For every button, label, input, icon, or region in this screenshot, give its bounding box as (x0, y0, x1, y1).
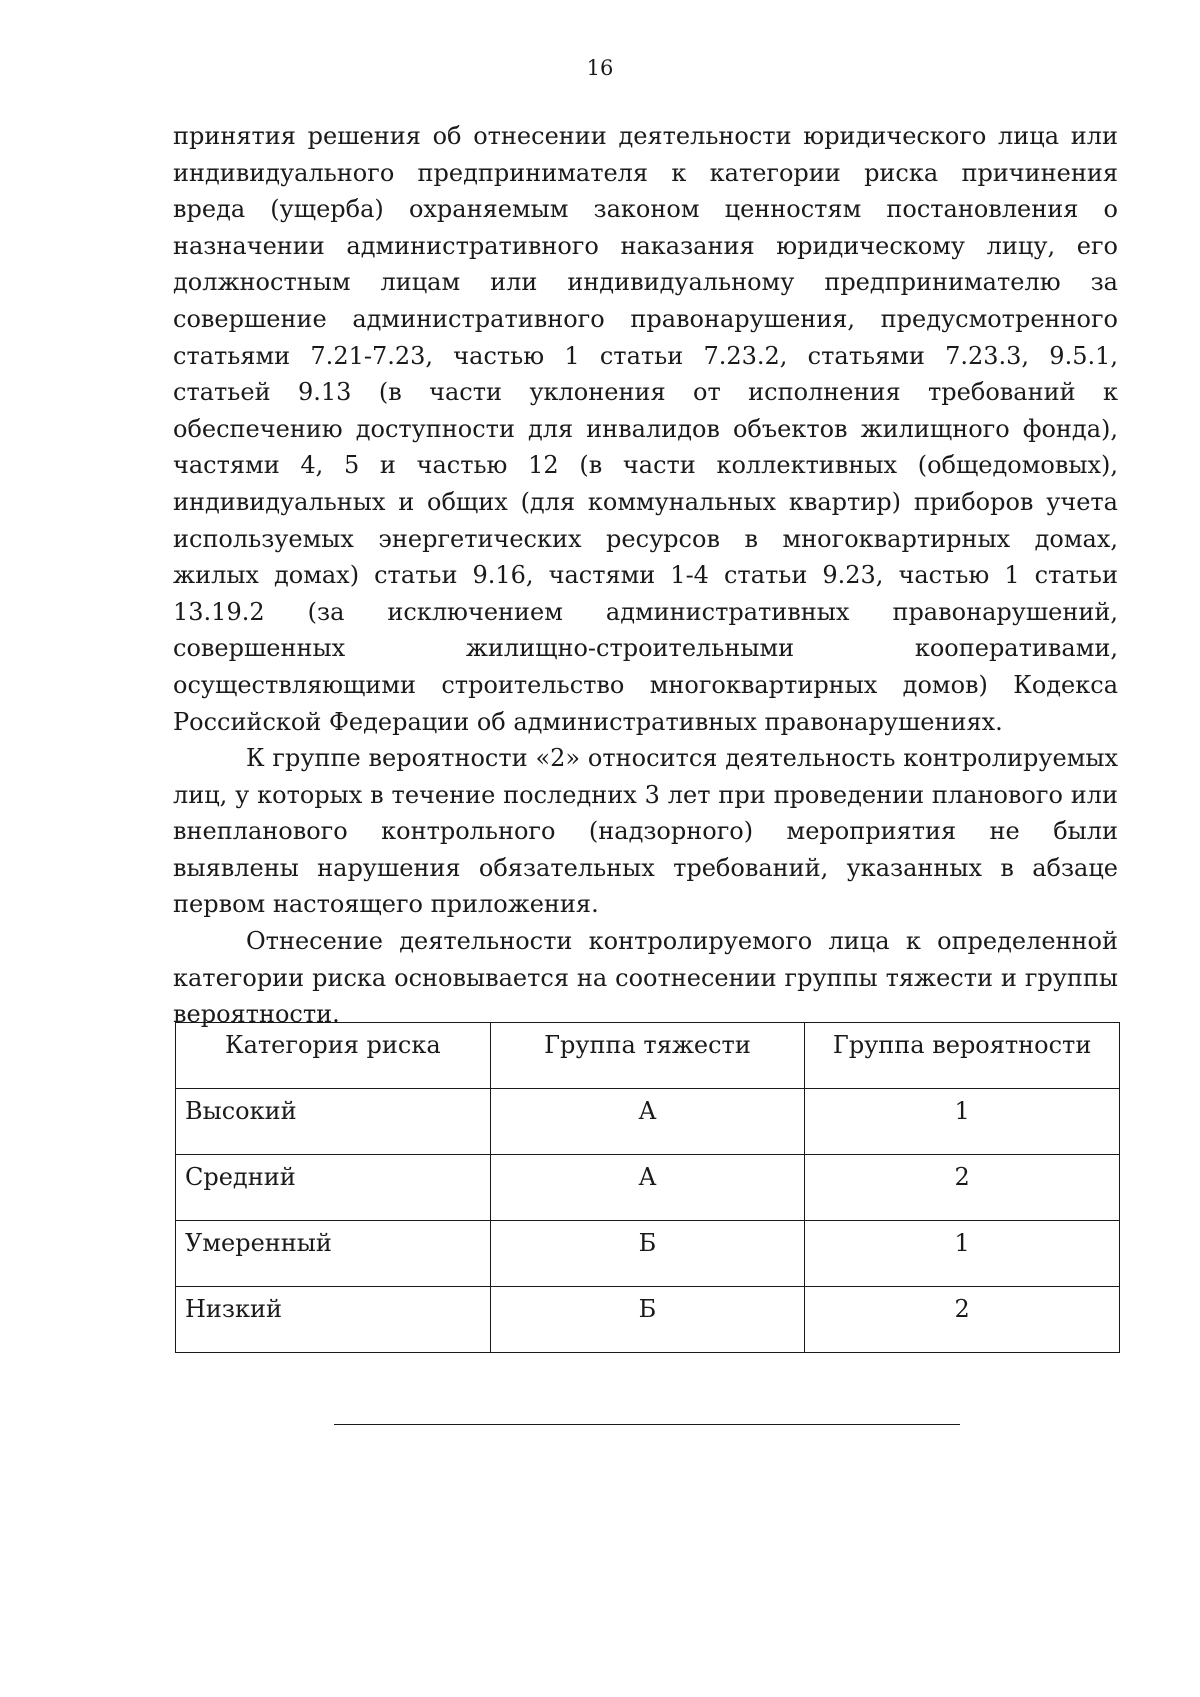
table-cell-severity: Б (490, 1221, 805, 1287)
paragraph-risk-category: Отнесение деятельности контролируемого лица к определенной категории риска основывается на соотнесении группы тяжести и группы вероятности. (173, 927, 1118, 1029)
table-cell-probability: 1 (805, 1089, 1120, 1155)
table-cell-probability: 2 (805, 1287, 1120, 1353)
table-cell-probability: 2 (805, 1155, 1120, 1221)
table-header-cell: Группа вероятности (805, 1023, 1120, 1089)
table-cell-probability: 1 (805, 1221, 1120, 1287)
end-separator-line (334, 1424, 960, 1425)
table-header-cell: Категория риска (176, 1023, 491, 1089)
table-cell-category: Низкий (176, 1287, 491, 1353)
table-cell-severity: А (490, 1089, 805, 1155)
risk-category-table (175, 1022, 1120, 1353)
table-cell-severity: Б (490, 1287, 805, 1353)
table-cell-severity: А (490, 1155, 805, 1221)
table-header-row (176, 1023, 1120, 1089)
table-row (176, 1287, 1120, 1353)
table-cell-category: Высокий (176, 1089, 491, 1155)
table-header-cell: Группа тяжести (490, 1023, 805, 1089)
paragraph-probability-group: К группе вероятности «2» относится деятельность контролируемых лиц, у которых в течение последних 3 лет при проведении планового или внепланового контрольного (надзорного) мероприятия не были выявлены нарушения обязательных требований, указанных в абзаце первом настоящего приложения. (173, 744, 1118, 919)
table-row (176, 1221, 1120, 1287)
table-row (176, 1089, 1120, 1155)
page-number: 16 (586, 56, 614, 80)
table-cell-category: Средний (176, 1155, 491, 1221)
table-row (176, 1155, 1120, 1221)
paragraph-continuation: принятия решения об отнесении деятельности юридического лица или индивидуального предпринимателя к категории риска причинения вреда (ущерба) охраняемым законом ценностям постановления о назначении административного наказания юридическому лицу, его должностным лицам или индивидуальному предпринимателю за совершение административного правонарушения, предусмотренного статьями 7.21-7.23, частью 1 статьи 7.23.2, статьями 7.23.3, 9.5.1, статьей 9.13 (в части уклонения от исполнения требований к обеспечению доступности для инвалидов объектов жилищного фонда), частями 4, 5 и частью 12 (в части коллективных (общедомовых), индивидуальных и общих (для коммунальных квартир) приборов учета используемых энергетических ресурсов в многоквартирных домах, жилых домах) статьи 9.16, частями 1-4 статьи 9.23, частью 1 статьи 13.19.2 (за исключением административных правонарушений, совершенных жилищно-строительными кооперативами, осуществляющими строительство многоквартирных домов) Кодекса Российской Федерации об административных правонарушениях. (173, 122, 1118, 736)
table-cell-category: Умеренный (176, 1221, 491, 1287)
document-body (173, 118, 1118, 1033)
